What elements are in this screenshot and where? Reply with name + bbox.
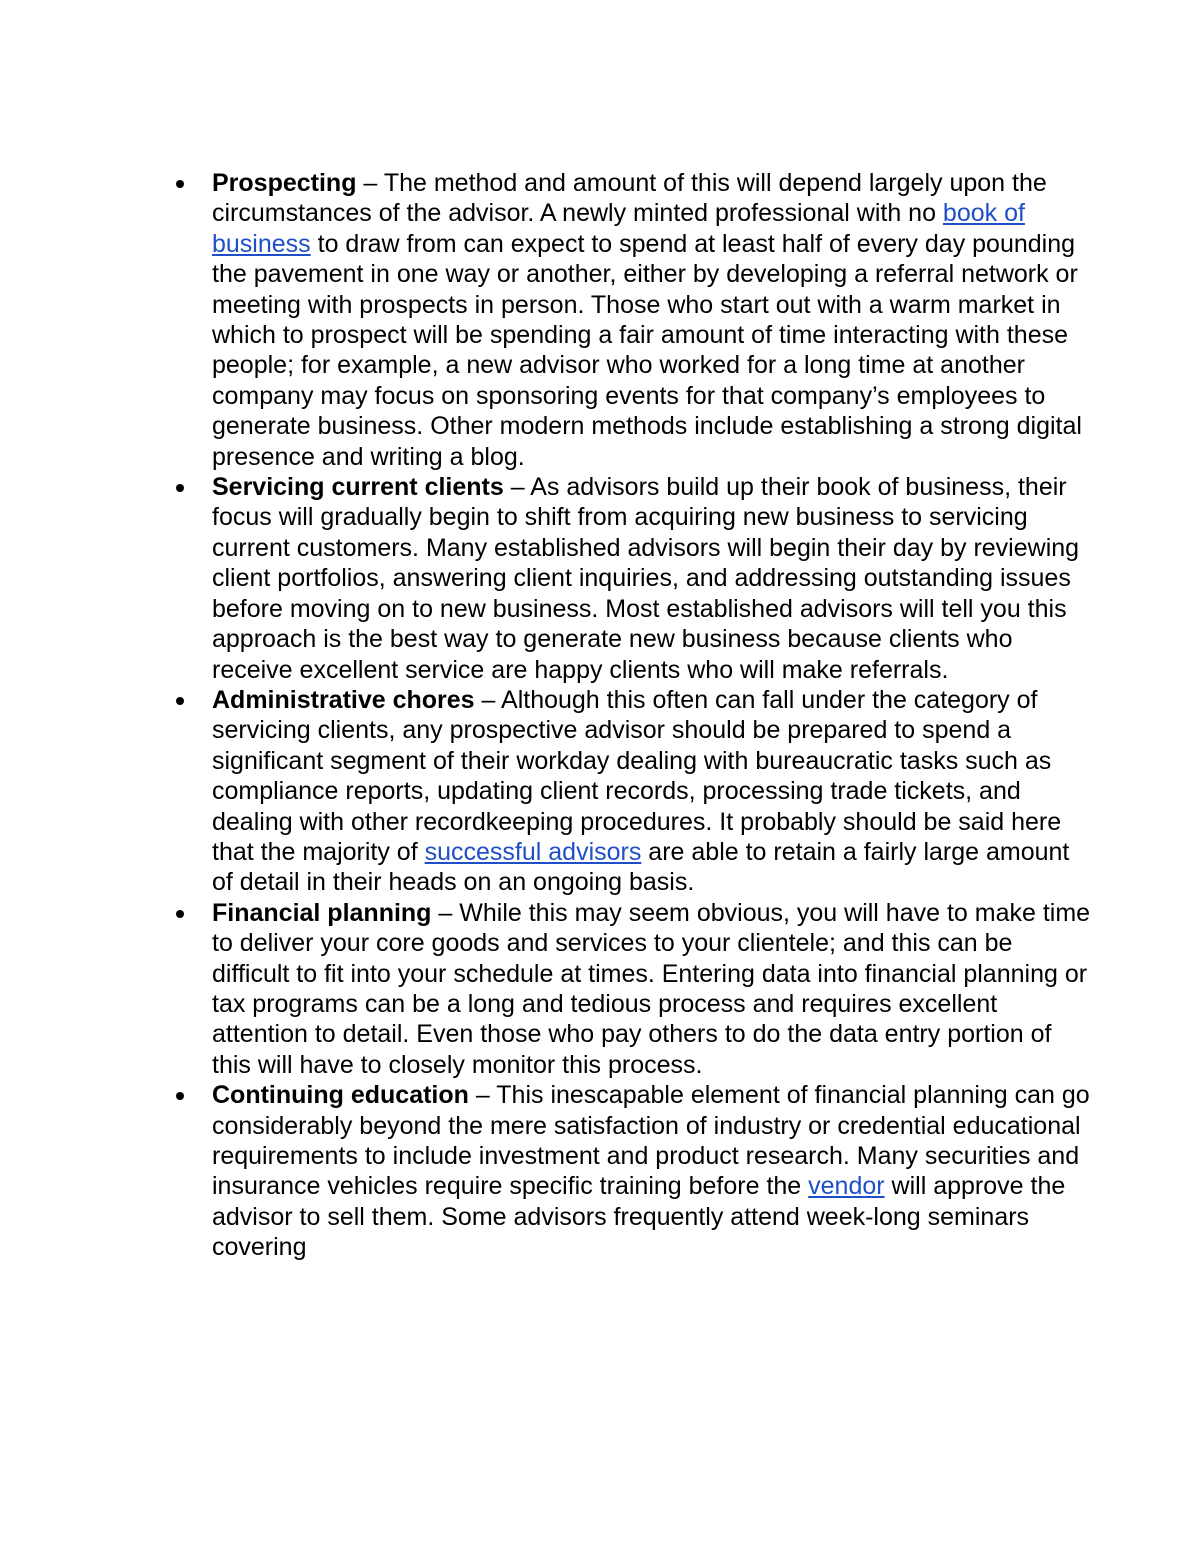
item-text: This inescapable element of financial planning can go considerably beyond the mere satisfaction of industry or credential educational requirements to include investment and product research. Many securities and insurance vehicles require specific training before the: [212, 1081, 1090, 1201]
item-text: The method and amount of this will depend largely upon the circumstances of the advisor. A newly minted professional with no: [212, 169, 1047, 228]
item-text-continued: will approve the advisor to sell them. Some advisors frequently attend week-long seminars covering: [212, 1172, 1066, 1262]
item-dash: –: [503, 473, 531, 502]
bullet-icon: [176, 484, 184, 492]
item-term: Continuing education: [212, 1081, 469, 1110]
list-item-continuing-education: [212, 1080, 1092, 1262]
list-item-servicing-current-clients: [212, 472, 1092, 685]
item-dash: –: [468, 1081, 497, 1110]
item-text: While this may seem obvious, you will have to make time to deliver your core goods and services to your clientele; and this can be difficult to fit into your schedule at times. Entering data into financial planning or tax programs can be a long and tedious process and requires excellent attention to detail. Even those who pay others to do the data entry portion of this will have to closely monitor this process.: [212, 898, 1091, 1079]
item-text: As advisors build up their book of business, their focus will gradually begin to shift from acquiring new business to servicing current customers. Many established advisors will begin their day by reviewing client portfolios, answering client inquiries, and addressing outstanding issues before moving on to new business. Most established advisors will tell you this approach is the best way to generate new business because clients who receive excellent service are happy clients who will make referrals.: [212, 473, 1080, 684]
item-text-continued: to draw from can expect to spend at least half of every day pounding the pavement in one way or another, either by developing a referral network or meeting with prospects in person. Those who start out with a warm market in which to prospect will be spending a fair amount of time interacting with these people; for example, a new advisor who worked for a long time at another company may focus on sponsoring events for that company’s employees to generate business. Other modern methods include establishing a strong digital presence and writing a blog.: [212, 229, 1082, 471]
bullet-icon: [176, 697, 184, 705]
bullet-icon: [176, 910, 184, 918]
item-text: Although this often can fall under the category of servicing clients, any prospective advisor should be prepared to spend a significant segment of their workday dealing with bureaucratic tasks such as compliance reports, updating client records, processing trade tickets, and dealing with other recordkeeping procedures. It probably should be said here that the majority of: [212, 685, 1062, 866]
bullet-icon: [176, 180, 184, 188]
item-dash: –: [431, 898, 460, 927]
item-term: Prospecting: [212, 169, 357, 197]
item-dash: –: [474, 685, 502, 714]
list-item-administrative-chores: [212, 685, 1092, 898]
list-item-prospecting: [212, 168, 1092, 472]
bullet-icon: [176, 1092, 184, 1100]
successful-advisors-link[interactable]: successful advisors: [424, 837, 642, 866]
bullet-list: [212, 168, 1092, 1263]
item-dash: –: [356, 169, 384, 197]
item-term: Servicing current clients: [212, 473, 504, 502]
book-of-business-link[interactable]: book of business: [212, 199, 1025, 258]
item-term: Financial planning: [212, 898, 432, 927]
vendor-link[interactable]: vendor: [808, 1172, 885, 1201]
item-term: Administrative chores: [212, 685, 475, 714]
list-item-financial-planning: [212, 898, 1092, 1080]
item-text-continued: are able to retain a fairly large amount of detail in their heads on an ongoing basis.: [212, 837, 1070, 897]
